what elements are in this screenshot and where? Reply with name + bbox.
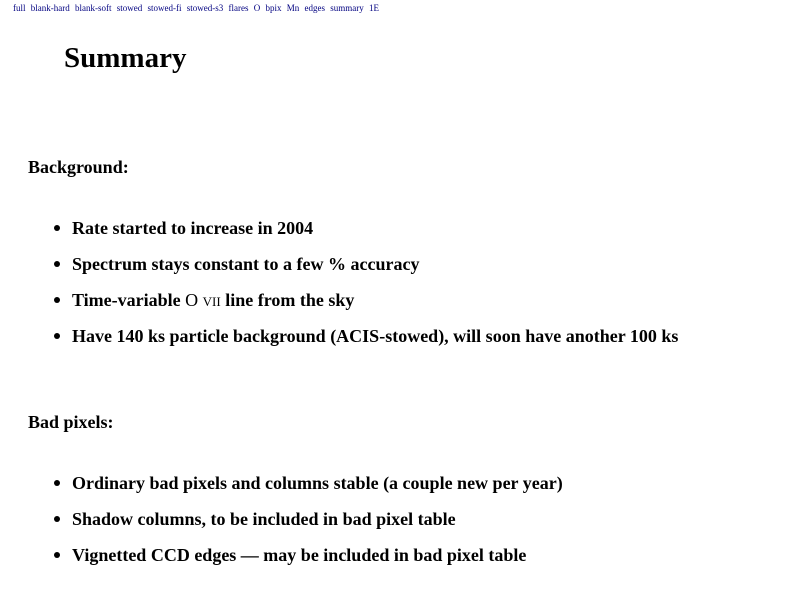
nav-link-blank-soft[interactable]: blank-soft: [74, 3, 112, 13]
bullet-icon: [54, 225, 60, 231]
list-item: [54, 325, 678, 347]
list-item-text: Spectrum stays constant to a few % accuracy: [72, 254, 420, 274]
nav-link-stowed-s3[interactable]: stowed-s3: [186, 3, 224, 13]
bullet-icon: [54, 261, 60, 267]
bullet-icon: [54, 333, 60, 339]
list-item: [54, 544, 563, 566]
list-item: [54, 508, 563, 530]
list-item-text: Ordinary bad pixels and columns stable (a couple new per year): [72, 473, 563, 493]
nav-link-stowed[interactable]: stowed: [116, 3, 143, 13]
nav-link-summary[interactable]: summary: [330, 3, 364, 13]
nav-link-o[interactable]: O: [253, 3, 261, 13]
nav-link-blank-hard[interactable]: blank-hard: [30, 3, 70, 13]
section-heading-bad-pixels: Bad pixels:: [28, 412, 114, 432]
bad-pixels-list: [54, 472, 563, 566]
nav-link-bpix[interactable]: bpix: [265, 3, 282, 13]
list-item-text-after: line from the sky: [220, 290, 355, 310]
list-item: [54, 472, 563, 494]
section-heading-background: Background:: [28, 157, 129, 177]
background-list: [54, 217, 678, 347]
nav-link-flares[interactable]: flares: [228, 3, 249, 13]
list-item-text-before: Time-variable: [72, 290, 186, 310]
bullet-icon: [54, 480, 60, 486]
nav-link-1e[interactable]: 1E: [369, 3, 380, 13]
page-title: Summary: [64, 42, 187, 74]
list-item-text: Shadow columns, to be included in bad pixel table: [72, 509, 456, 529]
list-item: [54, 217, 678, 239]
list-item: [54, 289, 678, 311]
bullet-icon: [54, 552, 60, 558]
nav-bar: [13, 2, 382, 14]
list-item-text: Vignetted CCD edges — may be included in bad pixel table: [72, 545, 527, 565]
bullet-icon: [54, 297, 60, 303]
list-item: [54, 253, 678, 275]
list-item-text: Rate started to increase in 2004: [72, 218, 314, 238]
nav-link-edges[interactable]: edges: [304, 3, 326, 13]
ion-label: O vii: [185, 290, 221, 310]
nav-link-stowed-fi[interactable]: stowed-fi: [147, 3, 182, 13]
nav-link-full[interactable]: full: [13, 3, 26, 13]
list-item-text: Have 140 ks particle background (ACIS-stowed), will soon have another 100 ks: [72, 326, 679, 346]
nav-link-mn[interactable]: Mn: [286, 3, 300, 13]
bullet-icon: [54, 516, 60, 522]
